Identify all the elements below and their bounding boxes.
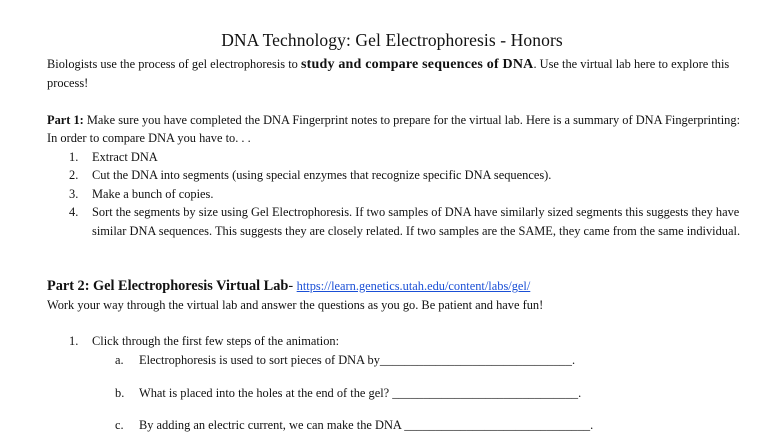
list-item — [47, 148, 747, 166]
part2-instructions: Work your way through the virtual lab and answer the questions as you go. Be patient and have fun! — [47, 298, 544, 312]
list-item — [47, 166, 747, 184]
list-text: Make a bunch of copies. — [92, 186, 214, 201]
part1-text: Make sure you have completed the DNA Fingerprint notes to prepare for the virtual lab. Here is a summary of DNA Fingerprinting: In order to compare DNA you have to. . . — [47, 113, 741, 146]
list-number: 1. — [69, 150, 79, 164]
list-text: Extract DNA — [92, 150, 158, 164]
list-item — [47, 185, 747, 203]
part2-label: Part 2: Gel Electrophoresis Virtual Lab — [47, 278, 289, 294]
list-number: 3. — [69, 186, 79, 201]
subquestion-letter: a. — [115, 353, 124, 367]
list-number: 4. — [69, 205, 79, 220]
part1-label: Part 1: — [47, 113, 84, 127]
intro-text-before: Biologists use the process of gel electrophoresis to — [47, 57, 301, 71]
subquestion-letter: c. — [115, 418, 124, 432]
subquestion-text: By adding an electric current, we can make the DNA ______________________________. — [139, 418, 594, 432]
intro-paragraph — [47, 55, 747, 93]
virtual-lab-link[interactable]: https://learn.genetics.utah.edu/content/labs/gel/ — [296, 279, 531, 293]
list-text: Cut the DNA into segments (using special enzymes that recognize specific DNA sequences). — [92, 168, 552, 183]
list-item — [47, 203, 747, 240]
subquestion-letter: b. — [115, 386, 125, 400]
list-text: Sort the segments by size using Gel Electrophoresis. If two samples of DNA have similarly sized segments this suggests they have similar DNA sequences. This suggests they are closely related. If two samples are the SAME, they came from the same individual. — [92, 205, 741, 238]
list-number: 2. — [69, 168, 79, 183]
part2-dash: - — [288, 278, 297, 294]
part2-heading — [47, 276, 747, 296]
subquestion-text: What is placed into the holes at the end of the gel? ______________________________. — [139, 386, 582, 400]
question-text: Click through the first few steps of the animation: — [92, 334, 340, 348]
intro-text-after: . Use the virtual lab here to explore this process! — [47, 57, 730, 91]
fingerprinting-steps-list — [47, 148, 747, 240]
subquestion-text: Electrophoresis is used to sort pieces of DNA by_______________________________. — [139, 353, 576, 367]
intro-emphasis: study and compare sequences of DNA — [300, 57, 534, 72]
part1-paragraph — [47, 111, 747, 148]
question-number: 1. — [69, 334, 79, 348]
document-title: DNA Technology: Gel Electrophoresis - Honors — [221, 30, 563, 50]
